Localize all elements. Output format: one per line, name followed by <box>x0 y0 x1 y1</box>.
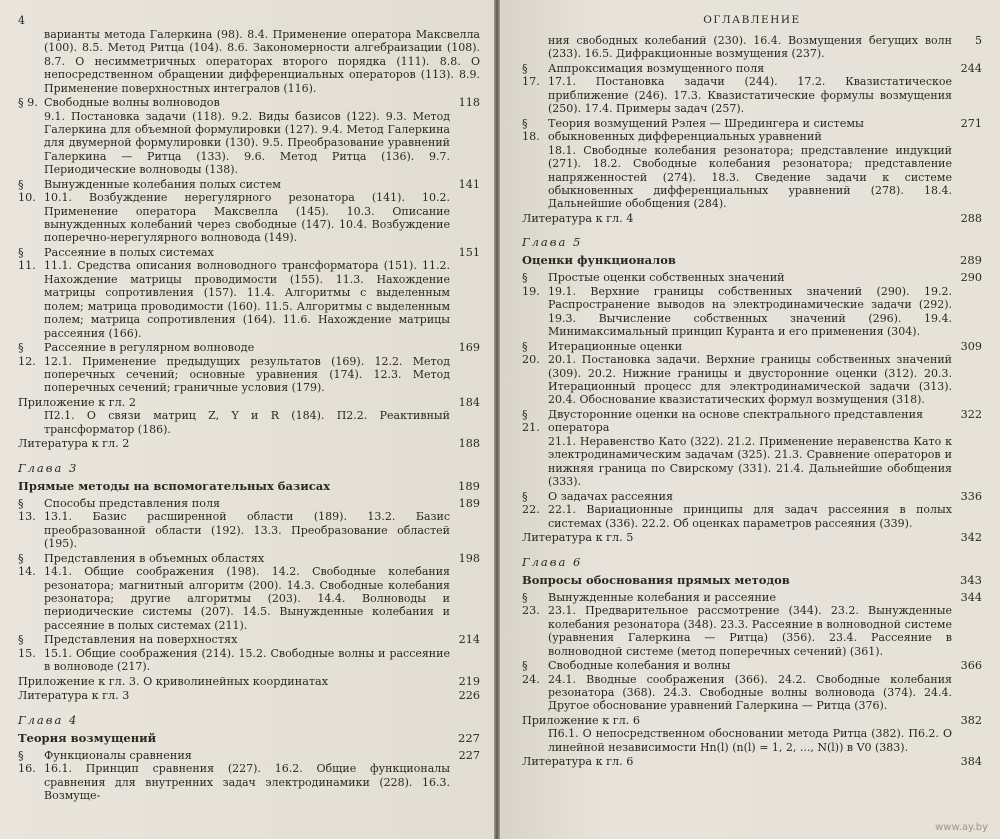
subsection-list: 10.1. Возбуждение нерегулярного резонатора (141). 10.2. Применение оператора Максвелла (145). 10.3. Описание вынужденных колебаний через свободные (147). 10.4. Возбуждение поперечно-нерегулярного волновода (149). <box>44 191 450 245</box>
entry-body <box>18 396 450 436</box>
page-ref: 342 <box>960 531 982 545</box>
page-ref: 336 <box>960 489 982 503</box>
subsection-list: 24.1. Вводные соображения (366). 24.2. Свободные колебания резонатора (368). 24.3. Свободные волны волновода (374). 24.4. Другое обоснование уравнений Галеркина — Ритца (376). <box>548 672 952 713</box>
entry-title: Литература к гл. 5 <box>522 531 634 545</box>
section-body <box>44 96 450 177</box>
section-title: Способы представления поля <box>44 496 221 510</box>
section-number: § 21. <box>522 407 540 435</box>
right-page <box>500 0 1000 839</box>
chapter-label: Глава 5 <box>522 235 583 250</box>
toc-section <box>18 246 480 340</box>
running-head: ОГЛАВЛЕНИЕ <box>703 14 801 26</box>
section-number: § 23. <box>522 590 540 618</box>
subsection-list: 22.1. Вариационные принципы для задач рассеяния в полых системах (336). 22.2. Об оценках параметров рассеяния (339). <box>548 503 952 530</box>
section-title: Аппроксимация возмущенного поля <box>548 61 765 75</box>
toc-entry <box>522 531 982 545</box>
page-ref: 226 <box>458 689 480 703</box>
page-ref: 227 <box>458 730 480 745</box>
entry-title: Приложение к гл. 6 <box>522 713 640 727</box>
section-title: Рассеяние в регулярном волноводе <box>44 340 255 354</box>
section-number: § 24. <box>522 658 540 686</box>
section-body <box>548 62 952 116</box>
section-body <box>44 497 450 551</box>
right-first-row <box>522 34 982 61</box>
toc-section <box>18 96 480 177</box>
page-ref: 322 <box>960 407 982 421</box>
toc-entry <box>522 755 982 769</box>
section-body <box>44 633 450 673</box>
section-body <box>548 591 952 658</box>
page-ref: 169 <box>458 340 480 354</box>
chapter-title-row <box>18 479 480 493</box>
subsection-list: 19.1. Верхние границы собственных значений (290). 19.2. Распространение выводов на электродинамические задачи (292). 19.3. Вычисление собственных значений (296). 19.4. Минимаксимальный принцип Куранта и его применения (304). <box>548 285 952 339</box>
section-number: § 9. <box>18 96 38 110</box>
toc-entry <box>522 714 982 754</box>
section-title: Рассеяние в полых системах <box>44 245 214 259</box>
section-number: § 13. <box>18 496 36 524</box>
entry-body <box>522 714 952 754</box>
page-ref: 151 <box>458 245 480 259</box>
toc-entry <box>18 396 480 436</box>
section-body <box>44 341 450 395</box>
toc-section <box>18 341 480 395</box>
section-body <box>548 271 952 338</box>
entry-body <box>18 675 450 689</box>
section-title: Представления на поверхностях <box>44 633 238 647</box>
subsection-list: 11.1. Средства описания волноводного трансформатора (151). 11.2. Нахождение матрицы проводимости (155). 11.3. Нахождение матрицы сопротивления (157). 11.4. Алгоритмы с выделенным полем; матрица проводимости (160). 11.5. Алгоритмы с выделенным полем; матрица сопротивления (164). 11.6. Нахождение матрицы рассеяния (166). <box>44 259 450 340</box>
entry-body <box>522 531 952 545</box>
toc-entry <box>522 212 982 226</box>
page-ref: 384 <box>960 755 982 769</box>
subsection-list: 14.1. Общие соображения (198). 14.2. Свободные колебания резонатора; магнитный алгоритм (200). 14.3. Свободные колебания резонатора; другие алгоритмы (203). 14.4. Волноводы и периодические системы (207). 14.5. Вынужденные колебания и рассеяние в полых системах (211). <box>44 565 450 632</box>
subsection-list: П2.1. О связи матриц Z, Y и R (184). П2.2. Реактивный трансформатор (186). <box>44 409 450 436</box>
entry-title: Литература к гл. 4 <box>522 211 634 225</box>
section-title: Вынужденные колебания полых систем <box>44 177 281 191</box>
running-head-row <box>522 14 982 26</box>
right-page-number: 5 <box>975 34 982 47</box>
toc-section <box>522 659 982 713</box>
page-ref: 184 <box>458 395 480 409</box>
section-title: Двусторонние оценки на основе спектрального представления оператора <box>548 407 924 435</box>
entry-title: Литература к гл. 2 <box>18 437 130 451</box>
page-ref: 219 <box>458 674 480 688</box>
toc-section <box>18 552 480 633</box>
section-number: § 11. <box>18 245 36 273</box>
page-ref: 289 <box>960 253 982 268</box>
section-body <box>548 117 952 211</box>
section-number: § 16. <box>18 748 36 776</box>
section-body <box>44 178 450 245</box>
toc-section <box>18 497 480 551</box>
section-title: Теория возмущений Рэлея — Шредингера и системы обыкновенных дифференциальных уравнений <box>548 116 864 144</box>
page-ref: 288 <box>960 211 982 225</box>
right-continuation: ния свободных колебаний (230). 16.4. Возмущения бегущих волн (233). 16.5. Дифракционные возмущения (237). <box>548 34 952 61</box>
section-number: § 20. <box>522 339 540 367</box>
section-title: Свободные волны волноводов <box>44 96 220 110</box>
toc-section <box>522 591 982 658</box>
toc-section <box>522 117 982 211</box>
page-ref: 198 <box>458 551 480 565</box>
left-toc <box>18 96 480 803</box>
chapter-label: Глава 3 <box>18 460 79 475</box>
toc-section <box>18 749 480 803</box>
chapter-title-row <box>522 253 982 267</box>
section-number: § 22. <box>522 489 540 517</box>
page-ref: 227 <box>458 748 480 762</box>
page-ref: 189 <box>458 478 480 493</box>
section-title: Функционалы сравнения <box>44 748 192 762</box>
toc-section <box>522 340 982 407</box>
left-continuation: варианты метода Галеркина (98). 8.4. Применение оператора Максвелла (100). 8.5. Метод Ритца (104). 8.6. Закономерности алгебраизации (108). 8.7. О несимметричных операторах второго порядка (111). 8.8. О непосредственном обращении дифференциальных операторов (113). 8.9. Применение поверхностных интегралов (116). <box>44 28 480 95</box>
toc-section <box>522 271 982 338</box>
chapter-label: Глава 4 <box>18 712 79 727</box>
section-title: О задачах рассеяния <box>548 489 674 503</box>
section-number: § 15. <box>18 633 36 660</box>
section-body <box>44 749 450 803</box>
section-body <box>44 552 450 633</box>
toc-section <box>18 178 480 245</box>
page-ref: 290 <box>960 271 982 285</box>
left-page <box>0 0 494 839</box>
section-title: Итерационные оценки <box>548 339 683 353</box>
entry-title: Приложение к гл. 3. О криволинейных координатах <box>18 674 329 688</box>
section-title: Вынужденные колебания и рассеяние <box>548 590 776 604</box>
page-ref: 118 <box>458 96 480 110</box>
section-number: § 18. <box>522 116 540 144</box>
toc-section <box>522 62 982 116</box>
chapter-title: Теория возмущений <box>18 730 157 745</box>
section-number: § 19. <box>522 271 540 299</box>
subsection-list: 18.1. Свободные колебания резонатора; представление индукций (271). 18.2. Свободные колебания резонатора; представление напряженностей (274). 18.3. Сведение задачи к системе обыкновенных дифференциальных уравнений (278). 18.4. Дальнейшие обобщения (284). <box>548 143 952 211</box>
page-ref: 271 <box>960 116 982 130</box>
subsection-list: 20.1. Постановка задачи. Верхние границы собственных значений (309). 20.2. Нижние границы и двусторонние оценки (312). 20.3. Итерационный процесс для электродинамической задачи (313). 20.4. Обоснование квазистатических формул возмущения (318). <box>548 353 952 407</box>
page-ref: 382 <box>960 713 982 727</box>
section-number: § 12. <box>18 340 36 368</box>
page-ref: 309 <box>960 339 982 353</box>
chapter-label: Глава 6 <box>522 554 583 569</box>
toc-entry <box>18 689 480 703</box>
page-ref: 188 <box>458 437 480 451</box>
page-ref: 344 <box>960 590 982 604</box>
entry-title: Литература к гл. 6 <box>522 755 634 769</box>
subsection-list: 15.1. Общие соображения (214). 15.2. Свободные волны и рассеяние в волноводе (217). <box>44 646 450 674</box>
section-title: Представления в объемных областях <box>44 551 265 565</box>
watermark: www.ay.by <box>935 822 988 833</box>
section-number: § 17. <box>522 61 540 89</box>
chapter-title: Вопросы обоснования прямых методов <box>522 572 790 587</box>
toc-entry <box>18 437 480 451</box>
chapter-title: Оценки функционалов <box>522 253 676 268</box>
entry-title: Литература к гл. 3 <box>18 689 130 703</box>
page-ref: 244 <box>960 61 982 75</box>
chapter-title: Прямые методы на вспомогательных базисах <box>18 478 331 493</box>
entry-body <box>18 689 450 703</box>
section-title: Свободные колебания и волны <box>548 658 731 672</box>
section-number: § 10. <box>18 177 36 205</box>
section-body <box>548 340 952 407</box>
entry-title: Приложение к гл. 2 <box>18 395 136 409</box>
page-ref: 214 <box>458 633 480 647</box>
subsection-list: 9.1. Постановка задачи (118). 9.2. Виды базисов (122). 9.3. Метод Галеркина для объемной формулировки (127). 9.4. Метод Галеркина для двумерной формулировки (130). 9.5. Преобразование уравнений Галеркина — Ритца (133). 9.6. Метод Ритца (136). 9.7. Периодические волноводы (138). <box>44 109 450 177</box>
toc-section <box>18 633 480 673</box>
section-body <box>548 659 952 713</box>
section-body <box>548 408 952 489</box>
left-page-number: 4 <box>18 14 25 27</box>
page-ref: 343 <box>960 572 982 587</box>
page-ref: 189 <box>458 496 480 510</box>
page-ref: 366 <box>960 658 982 672</box>
subsection-list: 23.1. Предварительное рассмотрение (344). 23.2. Вынужденные колебания резонатора (348). 23.3. Рассеяние в волноводной системе (уравнения Галеркина — Ритца) (356). 23.4. Рассеяние в волноводной системе (метод поперечных сечений) (361). <box>548 604 952 658</box>
entry-body <box>18 437 450 451</box>
chapter-title-row <box>522 573 982 587</box>
subsection-list: 21.1. Неравенство Като (322). 21.2. Применение неравенства Като к электродинамическим задачам (325). 21.3. Сравнение операторов и нижняя граница по Свирскому (331). 21.4. Дальнейшие обобщения (333). <box>548 435 952 489</box>
subsection-list: 12.1. Применение предыдущих результатов (169). 12.2. Метод поперечных сечений; основные уравнения (174). 12.3. Метод поперечных сечений; граничные условия (179). <box>44 354 450 395</box>
entry-body <box>522 755 952 769</box>
subsection-list: 13.1. Базис расширенной области (189). 13.2. Базис преобразованной области (192). 13.3. Преобразование областей (195). <box>44 510 450 551</box>
toc-entry <box>18 675 480 689</box>
subsection-list: 16.1. Принцип сравнения (227). 16.2. Общие функционалы сравнения для внутренних задач электродинамики (228). 16.3. Возмуще- <box>44 762 450 803</box>
subsection-list: П6.1. О непосредственном обосновании метода Ритца (382). П6.2. О линейной независимости Hn(l) (n(l) = 1, 2, ..., N(l)) в V0 (383). <box>548 727 952 754</box>
toc-section <box>522 490 982 530</box>
section-number: § 14. <box>18 551 36 579</box>
section-title: Простые оценки собственных значений <box>548 271 785 285</box>
toc-section <box>522 408 982 489</box>
entry-body <box>522 212 952 226</box>
subsection-list: 17.1. Постановка задачи (244). 17.2. Квазистатическое приближение (246). 17.3. Квазистатические формулы возмущения (250). 17.4. Примеры задач (257). <box>548 75 952 116</box>
chapter-title-row <box>18 731 480 745</box>
section-body <box>548 490 952 530</box>
right-toc <box>522 62 982 769</box>
section-body <box>44 246 450 340</box>
page-ref: 141 <box>458 177 480 191</box>
